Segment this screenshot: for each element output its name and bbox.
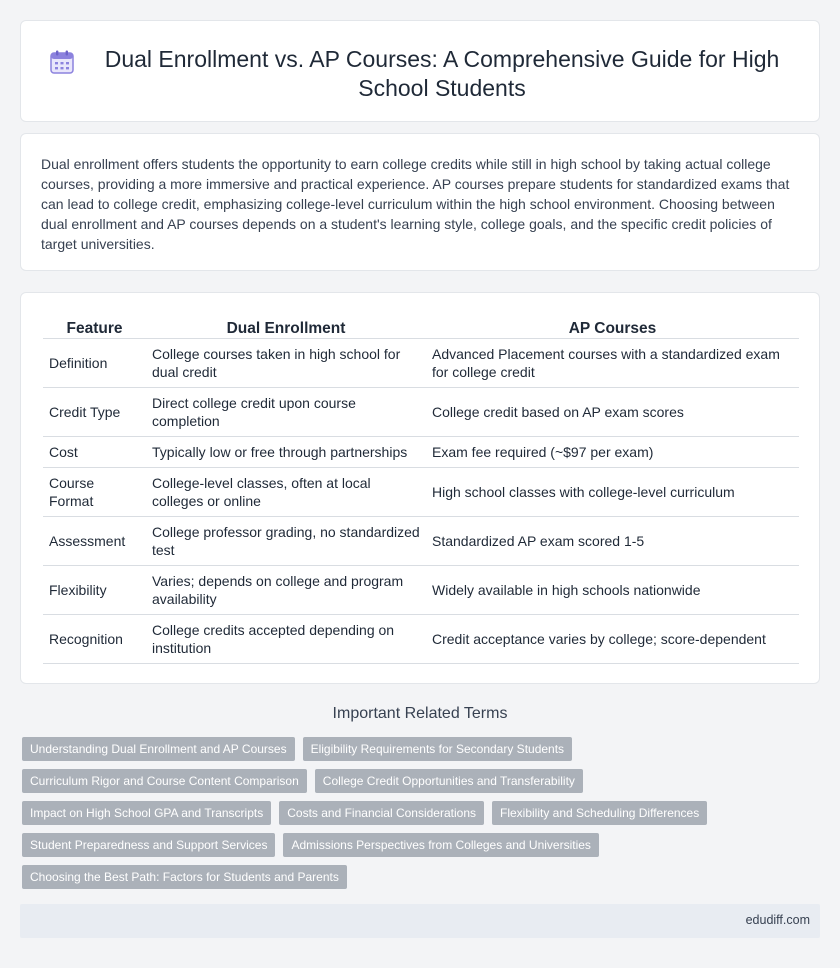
footer-site-link[interactable]: edudiff.com bbox=[745, 913, 810, 927]
related-term-tag[interactable]: Costs and Financial Considerations bbox=[279, 801, 484, 825]
footer-bar bbox=[20, 904, 820, 938]
dual-enrollment-cell: College courses taken in high school for dual credit bbox=[146, 338, 426, 387]
ap-courses-cell: Advanced Placement courses with a standardized exam for college credit bbox=[426, 338, 799, 387]
related-term-tag[interactable]: Impact on High School GPA and Transcripts bbox=[22, 801, 271, 825]
comparison-table bbox=[43, 315, 799, 664]
dual-enrollment-cell: College credits accepted depending on institution bbox=[146, 614, 426, 663]
dual-enrollment-cell: College-level classes, often at local colleges or online bbox=[146, 467, 426, 516]
column-header-ap-courses: AP Courses bbox=[426, 315, 799, 338]
table-row bbox=[43, 436, 799, 467]
ap-courses-cell: Standardized AP exam scored 1-5 bbox=[426, 516, 799, 565]
table-row bbox=[43, 467, 799, 516]
header-card bbox=[20, 20, 820, 122]
feature-cell: Recognition bbox=[43, 614, 146, 663]
table-header-row bbox=[43, 315, 799, 338]
intro-card bbox=[20, 133, 820, 271]
feature-cell: Credit Type bbox=[43, 387, 146, 436]
table-row bbox=[43, 516, 799, 565]
related-terms-list bbox=[22, 737, 822, 889]
table-row bbox=[43, 614, 799, 663]
feature-cell: Assessment bbox=[43, 516, 146, 565]
column-header-dual-enrollment: Dual Enrollment bbox=[146, 315, 426, 338]
related-term-tag[interactable]: Understanding Dual Enrollment and AP Courses bbox=[22, 737, 295, 761]
related-term-tag[interactable]: Choosing the Best Path: Factors for Students and Parents bbox=[22, 865, 347, 889]
ap-courses-cell: Credit acceptance varies by college; score-dependent bbox=[426, 614, 799, 663]
related-term-tag[interactable]: Curriculum Rigor and Course Content Comparison bbox=[22, 769, 307, 793]
dual-enrollment-cell: College professor grading, no standardized test bbox=[146, 516, 426, 565]
ap-courses-cell: High school classes with college-level curriculum bbox=[426, 467, 799, 516]
ap-courses-cell: Widely available in high schools nationwide bbox=[426, 565, 799, 614]
dual-enrollment-cell: Varies; depends on college and program availability bbox=[146, 565, 426, 614]
related-term-tag[interactable]: College Credit Opportunities and Transferability bbox=[315, 769, 583, 793]
related-term-tag[interactable]: Flexibility and Scheduling Differences bbox=[492, 801, 707, 825]
related-terms-heading: Important Related Terms bbox=[332, 705, 508, 722]
feature-cell: Definition bbox=[43, 338, 146, 387]
related-term-tag[interactable]: Eligibility Requirements for Secondary Students bbox=[303, 737, 572, 761]
table-row bbox=[43, 387, 799, 436]
ap-courses-cell: College credit based on AP exam scores bbox=[426, 387, 799, 436]
comparison-table-card bbox=[20, 292, 820, 684]
page-title: Dual Enrollment vs. AP Courses: A Comprehensive Guide for High School Students bbox=[104, 46, 780, 101]
intro-paragraph: Dual enrollment offers students the opportunity to earn college credits while still in high school by taking actual college courses, providing a more immersive and practical experience. AP courses prepare students for standardized exams that can lead to college credit, emphasizing college-level curriculum within the high school environment. Choosing between dual enrollment and AP courses depends on a student's learning style, college goals, and the specific credit policies of target universities. bbox=[41, 156, 790, 252]
related-term-tag[interactable]: Admissions Perspectives from Colleges and Universities bbox=[283, 833, 598, 857]
column-header-feature: Feature bbox=[43, 315, 146, 338]
dual-enrollment-cell: Typically low or free through partnerships bbox=[146, 436, 426, 467]
ap-courses-cell: Exam fee required (~$97 per exam) bbox=[426, 436, 799, 467]
table-row bbox=[43, 338, 799, 387]
related-term-tag[interactable]: Student Preparedness and Support Services bbox=[22, 833, 275, 857]
feature-cell: Cost bbox=[43, 436, 146, 467]
feature-cell: Course Format bbox=[43, 467, 146, 516]
table-row bbox=[43, 565, 799, 614]
calendar-icon bbox=[49, 49, 75, 75]
dual-enrollment-cell: Direct college credit upon course completion bbox=[146, 387, 426, 436]
feature-cell: Flexibility bbox=[43, 565, 146, 614]
